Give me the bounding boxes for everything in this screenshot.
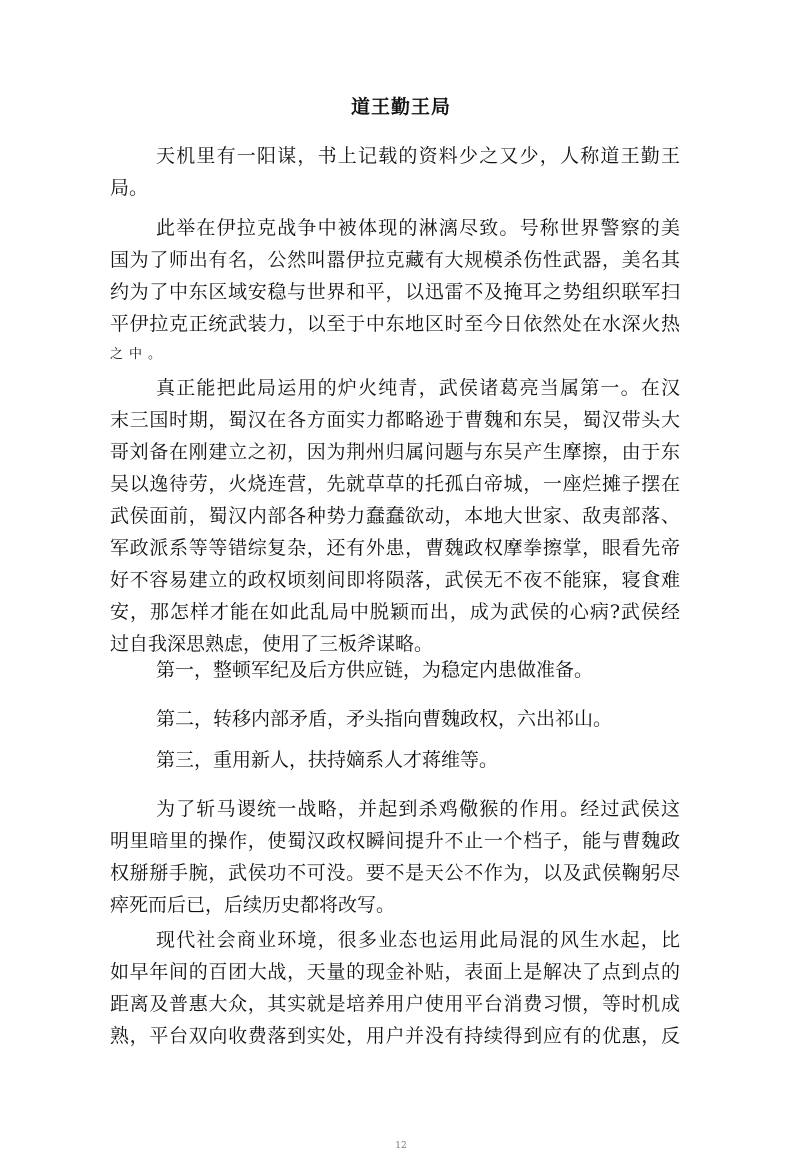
text-line: 现代社会商业环境，很多业态也运用此局混的风生水起，比 <box>156 929 680 951</box>
text-line: 哥刘备在刚建立之初，因为荆州归属问题与东吴产生摩擦，由于东 <box>110 441 680 463</box>
paragraph <box>110 654 680 686</box>
text-line: 武侯面前，蜀汉内部各种势力蠢蠢欲动，本地大世家、敌夷部落、 <box>110 505 680 527</box>
text-line: 第一，整顿军纪及后方供应链，为稳定内患做准备。 <box>156 659 594 681</box>
text-line: 第三，重用新人，扶持嫡系人才蒋维等。 <box>156 749 499 771</box>
text-line: 距离及普惠大众，其实就是培养用户使用平台消费习惯，等时机成 <box>110 993 680 1015</box>
text-line: 局。 <box>110 177 149 199</box>
text-line: 之中。 <box>110 347 168 362</box>
paragraph <box>110 703 680 735</box>
text-line: 熟，平台双向收费落到实处，用户并没有持续得到应有的优惠，反 <box>110 1025 680 1047</box>
paragraph <box>110 140 680 204</box>
text-line: 明里暗里的操作，使蜀汉政权瞬间提升不止一个档子，能与曹魏政 <box>110 830 680 852</box>
text-line: 为了斩马谡统一战略，并起到杀鸡儆猴的作用。经过武侯这 <box>156 798 680 820</box>
text-line: 天机里有一阳谋，书上记载的资料少之又少，人称道王勤王 <box>156 145 680 167</box>
text-line: 好不容易建立的政权顷刻间即将陨落，武侯无不夜不能寐，寝食难 <box>110 569 680 591</box>
paragraph <box>110 924 680 1052</box>
text-line: 权掰掰手腕，武侯功不可没。要不是天公不作为，以及武侯鞠躬尽 <box>110 862 680 884</box>
text-line: 瘁死而后已，后续历史都将改写。 <box>110 894 396 916</box>
page-number: 12 <box>395 1141 407 1151</box>
paragraph <box>110 793 680 921</box>
text-line: 军政派系等等错综复杂，还有外患，曹魏政权摩拳擦掌，眼看先帝 <box>110 537 680 559</box>
text-line: 国为了师出有名，公然叫嚣伊拉克藏有大规模杀伤性武器，美名其 <box>110 249 680 271</box>
text-line: 如早年间的百团大战，天量的现金补贴，表面上是解决了点到点的 <box>110 961 680 983</box>
text-line: 过自我深思熟虑，使用了三板斧谋略。 <box>110 633 434 655</box>
text-line: 末三国时期，蜀汉在各方面实力都略逊于曹魏和东吴，蜀汉带头大 <box>110 409 680 431</box>
document-title: 道王勤王局 <box>350 96 451 118</box>
text-line: 约为了中东区域安稳与世界和平，以迅雷不及掩耳之势组织联军扫 <box>110 281 680 303</box>
paragraph <box>110 212 680 370</box>
paragraph <box>110 744 680 776</box>
text-line: 此举在伊拉克战争中被体现的淋漓尽致。号称世界警察的美 <box>156 217 680 239</box>
text-line: 真正能把此局运用的炉火纯青，武侯诸葛亮当属第一。在汉 <box>156 377 680 399</box>
text-line: 平伊拉克正统武装力，以至于中东地区时至今日依然处在水深火热 <box>110 313 680 335</box>
paragraph <box>110 372 680 660</box>
text-line: 吴以逸待劳，火烧连营，先就草草的托孤白帝城，一座烂摊子摆在 <box>110 473 680 495</box>
text-line: 安，那怎样才能在如此乱局中脱颖而出，成为武侯的心病?武侯经 <box>110 601 680 623</box>
text-line: 第二，转移内部矛盾，矛头指向曹魏政权，六出祁山。 <box>156 708 613 730</box>
